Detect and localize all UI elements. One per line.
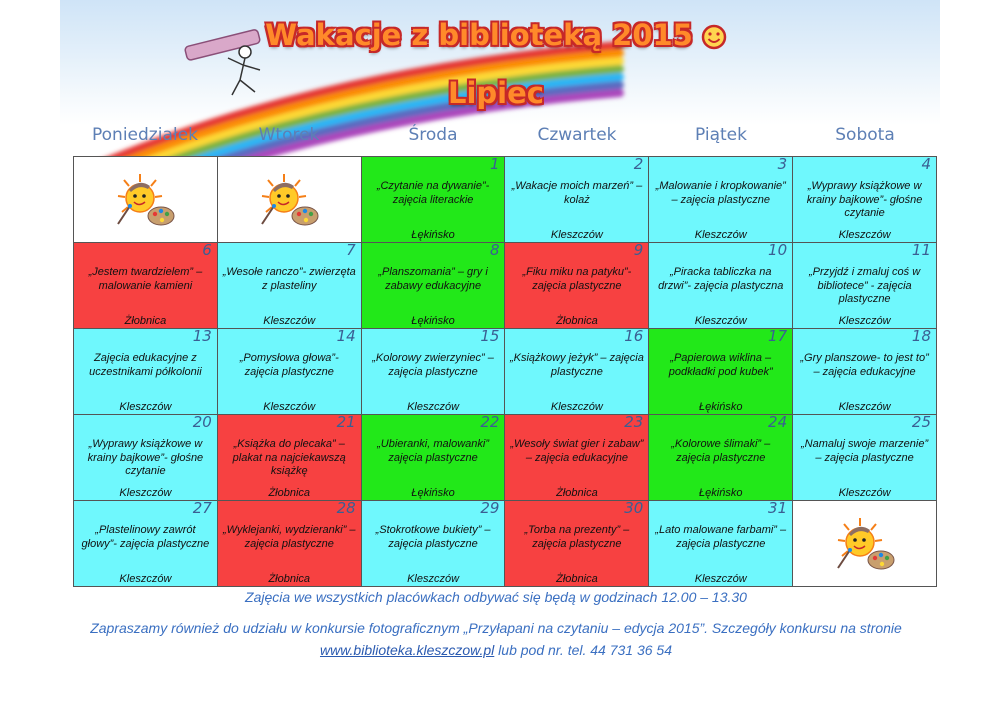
event-location: Kleszczów	[838, 401, 891, 413]
day-cell-22	[361, 415, 505, 501]
day-cell-25	[793, 415, 937, 501]
weekday-thursday: Czwartek	[537, 125, 617, 145]
sun-painter-icon	[256, 170, 322, 230]
day-cell-1	[361, 157, 505, 243]
day-cell-20	[74, 415, 218, 501]
event-location: Łękińsko	[411, 315, 455, 327]
sun-painter-icon	[112, 170, 178, 230]
event-location: Kleszczów	[407, 401, 460, 413]
event-title: „Kolorowe ślimaki” – zajęcia plastyczne	[671, 438, 771, 464]
event-location: Kleszczów	[694, 573, 747, 585]
event-location: Łękińsko	[699, 487, 743, 499]
day-number: 3	[777, 155, 788, 173]
sun-painter-icon	[832, 514, 898, 574]
day-cell-14	[217, 329, 361, 415]
calendar-grid	[73, 156, 937, 587]
contest-phone-text: lub pod nr. tel. 44 731 36 54	[494, 642, 673, 658]
day-number: 11	[911, 241, 931, 259]
event-title: „Czytanie na dywanie”- zajęcia literackie	[376, 180, 490, 206]
event-title: „Książka do plecaka” – plakat na najciekawszą książkę	[232, 438, 346, 477]
title-text: Wakacje z biblioteką 2015	[265, 18, 693, 52]
event-title: „Książkowy jeżyk” – zajęcia plastyczne	[509, 352, 644, 378]
event-location: Kleszczów	[407, 573, 460, 585]
day-number: 7	[346, 241, 356, 259]
event-location: Żłobnica	[556, 315, 598, 327]
event-location: Kleszczów	[694, 229, 747, 241]
calendar-week-row	[74, 157, 937, 243]
event-title: „Papierowa wiklina – podkładki pod kubek”	[668, 352, 773, 378]
page-title	[0, 18, 992, 52]
day-number: 27	[192, 499, 212, 517]
day-number: 20	[192, 413, 212, 431]
event-title: „Lato malowane farbami” – zajęcia plastyczne	[655, 524, 787, 550]
day-number: 31	[768, 499, 788, 517]
calendar-week-row	[74, 243, 937, 329]
event-location: Kleszczów	[119, 573, 172, 585]
day-cell-11	[793, 243, 937, 329]
day-number: 6	[202, 241, 212, 259]
weekday-wednesday: Środa	[408, 125, 458, 145]
day-number: 22	[480, 413, 500, 431]
day-cell-8	[361, 243, 505, 329]
event-title: „Piracka tabliczka na drzwi”- zajęcia plastyczna	[658, 266, 784, 292]
event-title: „Planszomania” – gry i zabawy edukacyjne	[378, 266, 488, 292]
event-title: „Kolorowy zwierzyniec” – zajęcia plastyczne	[372, 352, 494, 378]
event-location: Żłobnica	[268, 573, 311, 585]
day-cell-30	[505, 501, 649, 587]
day-cell-17	[649, 329, 793, 415]
day-cell-6	[74, 243, 218, 329]
event-title: „Malowanie i kropkowanie” – zajęcia plastyczne	[655, 180, 786, 206]
day-cell-18	[793, 329, 937, 415]
event-location: Łękińsko	[699, 401, 743, 413]
event-title: „Torba na prezenty” – zajęcia plastyczne	[524, 524, 630, 550]
day-cell-4	[793, 157, 937, 243]
day-number: 29	[480, 499, 500, 517]
day-number: 21	[336, 413, 356, 431]
contest-text: Zapraszamy również do udziału w konkursie fotograficznym „Przyłapani na czytaniu – edycja 2015”. Szczegóły konkursu na stronie	[90, 620, 902, 636]
day-number: 25	[911, 413, 931, 431]
event-location: Żłobnica	[556, 487, 598, 499]
day-number: 16	[624, 327, 644, 345]
event-location: Żłobnica	[556, 573, 598, 585]
day-number: 9	[633, 241, 644, 259]
day-cell-9	[505, 243, 649, 329]
weekday-tuesday: Wtorek	[258, 125, 320, 145]
day-number: 24	[768, 413, 788, 431]
event-location: Kleszczów	[550, 229, 603, 241]
day-number: 28	[336, 499, 356, 517]
day-cell-23	[505, 415, 649, 501]
day-cell-3	[649, 157, 793, 243]
empty-day-cell	[793, 501, 937, 587]
day-number: 8	[489, 241, 500, 259]
event-title: „Wakacje moich marzeń” – kolaż	[511, 180, 643, 206]
event-title: „Namaluj swoje marzenie” – zajęcia plastyczne	[800, 438, 929, 464]
event-title: „Przyjdź i zmaluj coś w bibliotece” - zajęcia plastyczne	[808, 266, 921, 305]
weekday-friday: Piątek	[695, 125, 747, 145]
day-cell-28	[217, 501, 361, 587]
day-number: 10	[768, 241, 788, 259]
day-cell-24	[649, 415, 793, 501]
day-cell-7	[217, 243, 361, 329]
calendar-week-row	[74, 329, 937, 415]
event-location: Żłobnica	[268, 487, 311, 499]
day-cell-21	[217, 415, 361, 501]
event-location: Kleszczów	[263, 315, 316, 327]
day-number: 17	[768, 327, 788, 345]
smiley-icon	[701, 24, 727, 50]
empty-day-cell	[74, 157, 218, 243]
event-title: „Fiku miku na patyku”- zajęcia plastyczne	[522, 266, 632, 292]
day-number: 23	[624, 413, 644, 431]
event-location: Łękińsko	[411, 229, 455, 241]
day-cell-16	[505, 329, 649, 415]
event-location: Kleszczów	[263, 401, 316, 413]
day-cell-29	[361, 501, 505, 587]
event-location: Łękińsko	[411, 487, 455, 499]
calendar-week-row	[74, 415, 937, 501]
day-number: 2	[633, 155, 644, 173]
event-title: „Plastelinowy zawrót głowy”- zajęcia plastyczne	[81, 524, 210, 550]
event-location: Kleszczów	[838, 487, 891, 499]
empty-day-cell	[217, 157, 361, 243]
event-location: Kleszczów	[119, 487, 172, 499]
event-title: „Pomysłowa głowa”- zajęcia plastyczne	[239, 352, 339, 378]
day-number: 18	[911, 327, 931, 345]
day-number: 1	[489, 155, 500, 173]
weekday-monday: Poniedziałek	[92, 125, 198, 145]
event-location: Kleszczów	[838, 315, 891, 327]
day-number: 13	[192, 327, 212, 345]
day-cell-31	[649, 501, 793, 587]
day-number: 15	[480, 327, 500, 345]
weekday-header	[73, 125, 937, 155]
event-title: „Stokrotkowe bukiety” – zajęcia plastyczne	[375, 524, 491, 550]
event-location: Żłobnica	[124, 315, 167, 327]
weekday-saturday: Sobota	[835, 125, 895, 145]
event-title: „Wesołe ranczo”- zwierzęta z plasteliny	[222, 266, 356, 292]
day-number: 4	[921, 155, 931, 173]
event-title: „Wyklejanki, wydzieranki” – zajęcia plastyczne	[222, 524, 356, 550]
day-number: 14	[336, 327, 356, 345]
event-title: „Jestem twardzielem” – malowanie kamieni	[88, 266, 203, 292]
event-location: Kleszczów	[694, 315, 747, 327]
event-location: Kleszczów	[119, 401, 172, 413]
hours-note: Zajęcia we wszystkich placówkach odbywać się będą w godzinach 12.00 – 13.30	[245, 589, 747, 605]
event-location: Kleszczów	[838, 229, 891, 241]
event-title: „Wyprawy książkowe w krainy bajkowe”- głośne czytanie	[806, 180, 923, 219]
day-cell-27	[74, 501, 218, 587]
event-title: „Wesoły świat gier i zabaw” – zajęcia edukacyjne	[510, 438, 644, 464]
event-location: Kleszczów	[550, 401, 603, 413]
day-cell-15	[361, 329, 505, 415]
contest-note	[80, 617, 912, 661]
day-cell-10	[649, 243, 793, 329]
month-title: Lipiec	[448, 76, 544, 110]
event-title: „Gry planszowe- to jest to” – zajęcia edukacyjne	[800, 352, 929, 378]
calendar-week-row	[74, 501, 937, 587]
website-link[interactable]: www.biblioteka.kleszczow.pl	[319, 642, 495, 658]
event-title: „Ubieranki, malowanki” zajęcia plastyczne	[377, 438, 489, 464]
day-cell-13	[74, 329, 218, 415]
day-number: 30	[624, 499, 644, 517]
event-title: Zajęcia edukacyjne z uczestnikami półkolonii	[89, 352, 202, 378]
day-cell-2	[505, 157, 649, 243]
event-title: „Wyprawy książkowe w krainy bajkowe”- głośne czytanie	[87, 438, 204, 477]
